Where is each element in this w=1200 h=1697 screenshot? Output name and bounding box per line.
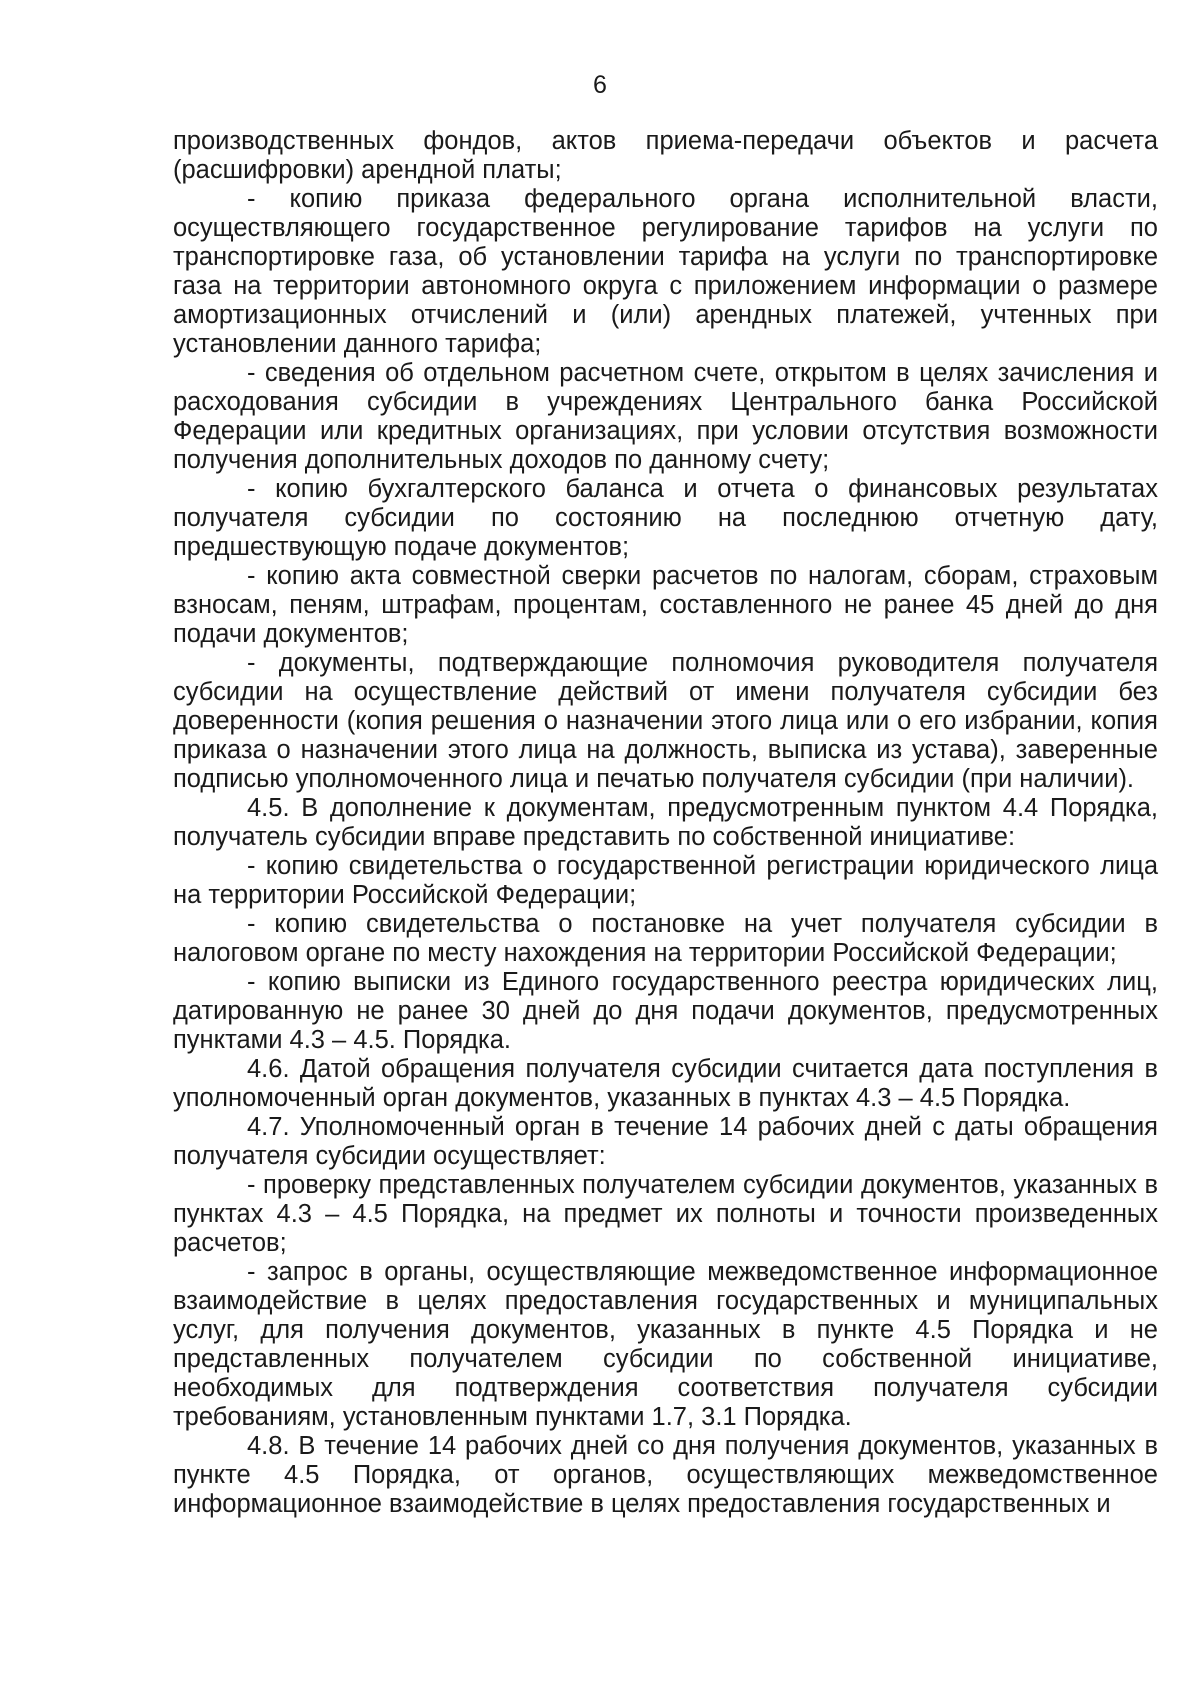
page-number: 6 xyxy=(593,71,607,99)
paragraph: - запрос в органы, осуществляющие межведомственное информационное взаимодействие в целях предоставления государственных и муниципальных услуг, для получения документов, указанных в пункте 4.5 Порядка и не представленных получателем субсидии по собственной инициативе, необходимых для подтверждения соответствия получателя субсидии требованиям, установленным пунктами 1.7, 3.1 Порядка. xyxy=(173,1258,1158,1431)
paragraph: 4.6. Датой обращения получателя субсидии считается дата поступления в уполномоченный орган документов, указанных в пунктах 4.3 – 4.5 Порядка. xyxy=(173,1055,1158,1112)
paragraph: 4.8. В течение 14 рабочих дней со дня получения документов, указанных в пункте 4.5 Порядка, от органов, осуществляющих межведомственное информационное взаимодействие в целях предоставления государственных и xyxy=(173,1432,1158,1518)
document-body xyxy=(173,127,1158,1519)
paragraph: 4.5. В дополнение к документам, предусмотренным пунктом 4.4 Порядка, получатель субсидии вправе представить по собственной инициативе: xyxy=(173,794,1158,851)
paragraph: - копию свидетельства о государственной регистрации юридического лица на территории Российской Федерации; xyxy=(173,852,1158,909)
paragraph: - копию бухгалтерского баланса и отчета о финансовых результатах получателя субсидии по состоянию на последнюю отчетную дату, предшествующую подаче документов; xyxy=(173,475,1158,561)
paragraph: - проверку представленных получателем субсидии документов, указанных в пунктах 4.3 – 4.5 Порядка, на предмет их полноты и точности произведенных расчетов; xyxy=(173,1171,1158,1257)
paragraph: производственных фондов, актов приема-передачи объектов и расчета (расшифровки) арендной платы; xyxy=(173,127,1158,184)
paragraph: 4.7. Уполномоченный орган в течение 14 рабочих дней с даты обращения получателя субсидии осуществляет: xyxy=(173,1113,1158,1170)
paragraph: - документы, подтверждающие полномочия руководителя получателя субсидии на осуществление действий от имени получателя субсидии без доверенности (копия решения о назначении этого лица или о его избрании, копия приказа о назначении этого лица на должность, выписка из устава), заверенные подписью уполномоченного лица и печатью получателя субсидии (при наличии). xyxy=(173,649,1158,793)
paragraph: - копию свидетельства о постановке на учет получателя субсидии в налоговом органе по месту нахождения на территории Российской Федерации; xyxy=(173,910,1158,967)
paragraph: - сведения об отдельном расчетном счете, открытом в целях зачисления и расходования субсидии в учреждениях Центрального банка Российской Федерации или кредитных организациях, при условии отсутствия возможности получения дополнительных доходов по данному счету; xyxy=(173,359,1158,474)
paragraph: - копию акта совместной сверки расчетов по налогам, сборам, страховым взносам, пеням, штрафам, процентам, составленного не ранее 45 дней до дня подачи документов; xyxy=(173,562,1158,648)
paragraph: - копию выписки из Единого государственного реестра юридических лиц, датированную не ранее 30 дней до дня подачи документов, предусмотренных пунктами 4.3 – 4.5. Порядка. xyxy=(173,968,1158,1054)
paragraph: - копию приказа федерального органа исполнительной власти, осуществляющего государственное регулирование тарифов на услуги по транспортировке газа, об установлении тарифа на услуги по транспортировке газа на территории автономного округа с приложением информации о размере амортизационных отчислений и (или) арендных платежей, учтенных при установлении данного тарифа; xyxy=(173,185,1158,358)
